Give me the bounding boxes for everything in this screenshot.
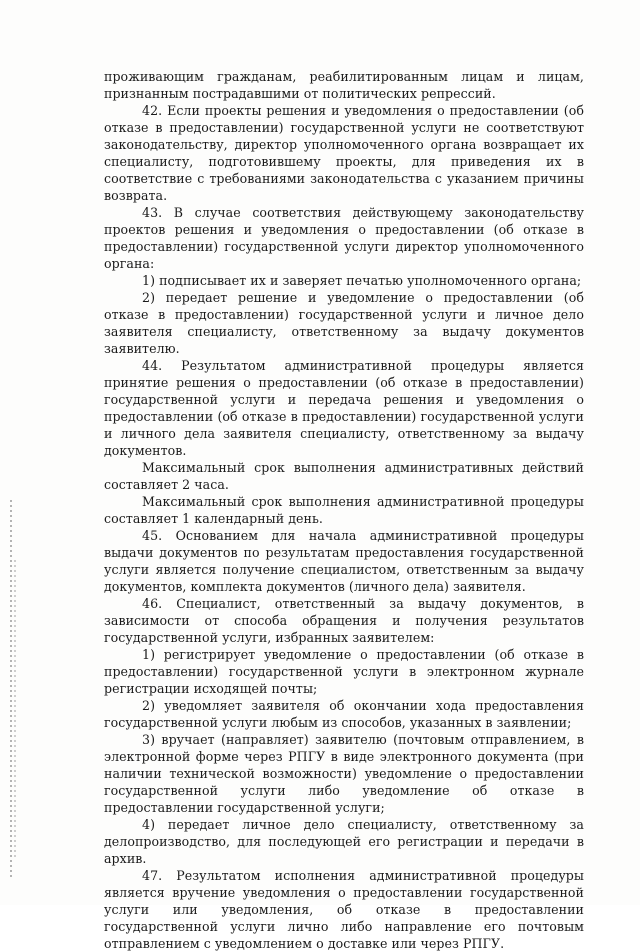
document-body [104, 68, 584, 952]
paragraph-44: 44. Результатом административной процедуры является принятие решения о предоставлении (об отказе в предоставлении) государственной услуги и передача решения и уведомления о предоставлении (об отказе в предоставлении) государственной услуги и личного дела заявителя специалисту, ответственному за выдачу документов. [104, 358, 584, 458]
scan-edge-mark [10, 500, 12, 880]
paragraph-47: 47. Результатом исполнения административной процедуры является вручение уведомления о предоставлении государственной услуги или уведомления, об отказе в предоставлении государственной услуги лично либо направление его почтовым отправлением с уведомлением о доставке или через РПГУ. [104, 868, 584, 951]
paragraph-43-item-1: 1) подписывает их и заверяет печатью уполномоченного органа; [142, 273, 582, 288]
paragraph-46-item-2: 2) уведомляет заявителя об окончании хода предоставления государственной услуги любым из способов, указанных в заявлении; [104, 698, 584, 730]
paragraph-42: 42. Если проекты решения и уведомления о предоставлении (об отказе в предоставлении) государственной услуги не соответствуют законодательству, директор уполномоченного органа возвращает их специалисту, подготовившему проекты, для приведения их в соответствие с требованиями законодательства с указанием причины возврата. [104, 103, 584, 203]
paragraph-43-item-2: 2) передает решение и уведомление о предоставлении (об отказе в предоставлении) государственной услуги и личное дело заявителя специалисту, ответственному за выдачу документов заявителю. [104, 290, 584, 356]
paragraph-45: 45. Основанием для начала административной процедуры выдачи документов по результатам предоставления государственной услуги является получение специалистом, ответственным за выдачу документов, комплекта документов (личного дела) заявителя. [104, 528, 584, 594]
paragraph-continuation: проживающим гражданам, реабилитированным лицам и лицам, признанным пострадавшими от политических репрессий. [104, 69, 584, 101]
paragraph-46-item-4: 4) передает личное дело специалисту, ответственному за делопроизводство, для последующей его регистрации и передачи в архив. [104, 817, 584, 866]
paragraph-46-item-3: 3) вручает (направляет) заявителю (почтовым отправлением, в электронной форме через РПГУ в виде электронного документа (при наличии технической возможности) уведомление о предоставлении государственной услуги либо уведомление об отказе в предоставлении государственной услуги; [104, 732, 584, 815]
paragraph-max-time-actions: Максимальный срок выполнения административных действий составляет 2 часа. [104, 460, 584, 492]
scan-edge-mark [14, 560, 16, 860]
paragraph-max-time-procedure: Максимальный срок выполнения административной процедуры составляет 1 календарный день. [104, 494, 584, 526]
paragraph-43: 43. В случае соответствия действующему законодательству проектов решения и уведомления о предоставлении (об отказе в предоставлении) государственной услуги директор уполномоченного органа: [104, 205, 584, 271]
paragraph-46: 46. Специалист, ответственный за выдачу документов, в зависимости от способа обращения и получения результатов государственной услуги, избранных заявителем: [104, 596, 584, 645]
paragraph-46-item-1: 1) регистрирует уведомление о предоставлении (об отказе в предоставлении) государственной услуги в электронном журнале регистрации исходящей почты; [104, 647, 584, 696]
